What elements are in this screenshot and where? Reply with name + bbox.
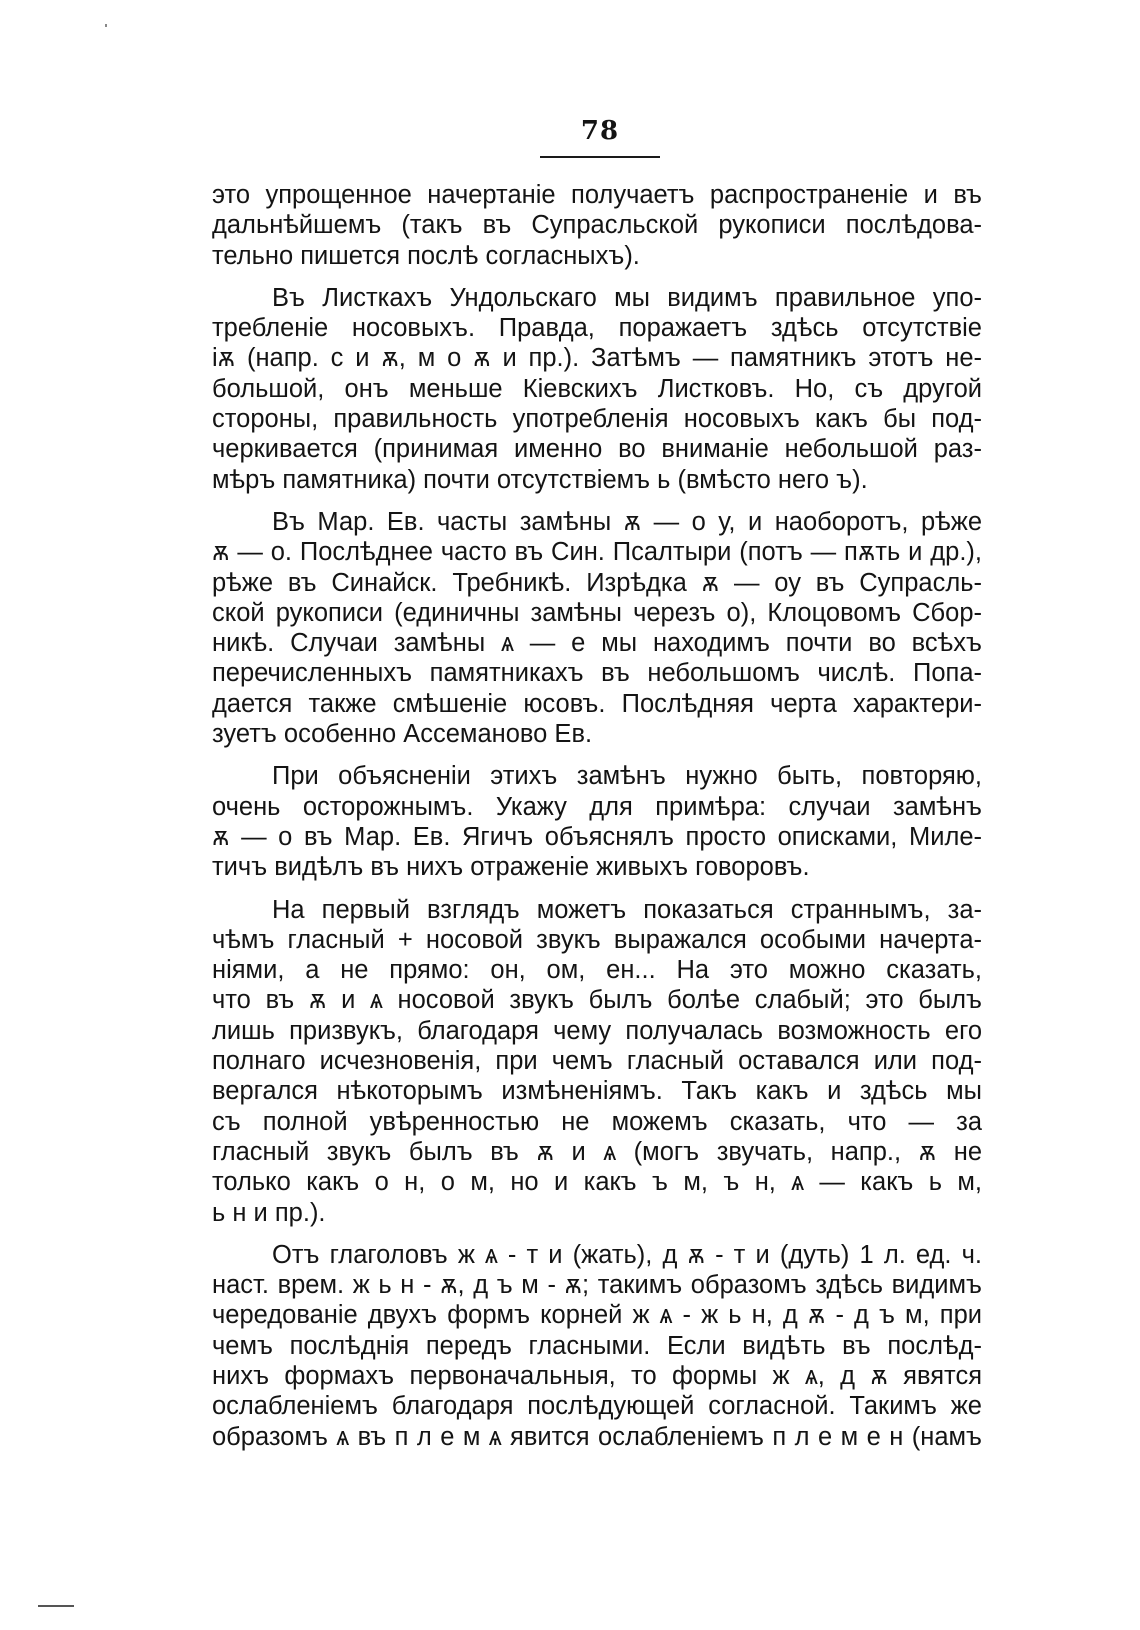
text-line: это упрощенное начертаніе получаетъ распространеніе и въ [212, 181, 982, 209]
text-line: лишь призвукъ, благодаря чему получалась возможность его [212, 1016, 982, 1045]
text-line: гласный звукъ былъ въ ѫ и ѧ (могъ звучать, напр., ѫ не [212, 1137, 982, 1166]
text-line: іѫ (напр. с и ѫ, м о ѫ и пр.). Затѣмъ — памятникъ этотъ не- [212, 344, 982, 373]
paragraph [212, 761, 982, 882]
text-line: очень осторожнымъ. Укажу для примѣра: случаи замѣнъ [212, 792, 982, 821]
paragraph [212, 895, 982, 1228]
text-line: чередованіе двухъ формъ корней ж ѧ - ж ь н, д ѫ - д ъ м, при [212, 1301, 982, 1330]
text-line: дается также смѣшеніе юсовъ. Послѣдняя черта характери- [212, 689, 982, 718]
scan-speck [105, 24, 107, 27]
page-number: 78 [580, 116, 620, 146]
text-line: ослабленіемъ благодаря послѣдующей согласной. Такимъ же [212, 1392, 982, 1421]
text-line: образомъ ѧ въ п л е м ѧ явится ослабленіемъ п л е м е н (намъ [212, 1422, 982, 1451]
text-line: мѣръ памятника) почти отсутствіемъ ь (вмѣсто него ъ). [212, 465, 868, 494]
text-line: ѫ — о. Послѣднее часто въ Син. Псалтыри (потъ — пѫть и др.), [212, 538, 982, 567]
text-line: только какъ о н, о м, но и какъ ъ м, ъ н, ѧ — какъ ь м, [212, 1168, 982, 1197]
text-line: чѣмъ гласный + носовой звукъ выражался особыми начерта- [212, 925, 982, 954]
page-number-rule [540, 156, 660, 158]
text-line: Въ Мар. Ев. часты замѣны ѫ — о у, и наоборотъ, рѣже [272, 507, 982, 536]
text-line: черкивается (принимая именно во вниманіе небольшой раз- [212, 435, 982, 464]
text-line: ь н и пр.). [212, 1198, 326, 1227]
paragraph [212, 507, 982, 749]
paragraph [212, 1240, 982, 1452]
text-line: наст. врем. ж ь н - ѫ, д ъ м - ѫ; такимъ образомъ здѣсь видимъ [212, 1271, 982, 1300]
text-line: ѫ — о въ Мар. Ев. Ягичъ объяснялъ просто описками, Миле- [212, 822, 982, 851]
text-line: тичъ видѣлъ въ нихъ отраженіе живыхъ говоровъ. [212, 853, 810, 882]
text-line: На первый взглядъ можетъ показаться страннымъ, за- [272, 895, 982, 924]
text-line: съ полной увѣренностью не можемъ сказать, что — за [212, 1107, 982, 1136]
text-line: зуетъ особенно Ассеманово Ев. [212, 720, 593, 749]
text-line: что въ ѫ и ѧ носовой звукъ былъ болѣе слабый; это былъ [212, 986, 982, 1015]
text-line: вергался нѣкоторымъ измѣненіямъ. Такъ какъ и здѣсь мы [212, 1077, 982, 1106]
paragraph [212, 283, 982, 495]
text-line: ской рукописи (единичны замѣны черезъ о), Клоцовомъ Сбор- [212, 598, 982, 627]
text-line: ніями, а не прямо: он, ом, ен... На это можно сказать, [212, 956, 982, 985]
text-line: стороны, правильность употребленія носовыхъ какъ бы под- [212, 405, 982, 434]
text-line: никѣ. Случаи замѣны ѧ — е мы находимъ почти во всѣхъ [212, 629, 982, 658]
body-text [212, 180, 982, 1452]
text-line: дальнѣйшемъ (такъ въ Супрасльской рукописи послѣдова- [212, 211, 982, 240]
scan-margin-mark [38, 1605, 74, 1607]
text-line: При объясненіи этихъ замѣнъ нужно быть, повторяю, [272, 762, 982, 791]
text-line: полнаго исчезновенія, при чемъ гласный оставался или под- [212, 1047, 982, 1076]
text-line: требленіе носовыхъ. Правда, поражаетъ здѣсь отсутствіе [212, 314, 982, 343]
text-line: перечисленныхъ памятникахъ въ небольшомъ числѣ. Попа- [212, 659, 982, 688]
text-line: Въ Листкахъ Ундольскаго мы видимъ правильное упо- [272, 283, 982, 312]
text-line: нихъ формахъ первоначальныя, то формы ж ѧ, д ѫ явятся [212, 1361, 982, 1390]
text-line: тельно пишется послѣ согласныхъ). [212, 241, 640, 270]
text-line: рѣже въ Синайск. Требникѣ. Изрѣдка ѫ — оу въ Супрасль- [212, 568, 982, 597]
paragraph [212, 180, 982, 271]
text-line: чемъ послѣднія передъ гласными. Если видѣть въ послѣд- [212, 1331, 982, 1360]
text-line: большой, онъ меньше Кіевскихъ Листковъ. Но, съ другой [212, 374, 982, 403]
text-line: Отъ глаголовъ ж ѧ - т и (жать), д ѫ - т и (дуть) 1 л. ед. ч. [272, 1240, 982, 1269]
